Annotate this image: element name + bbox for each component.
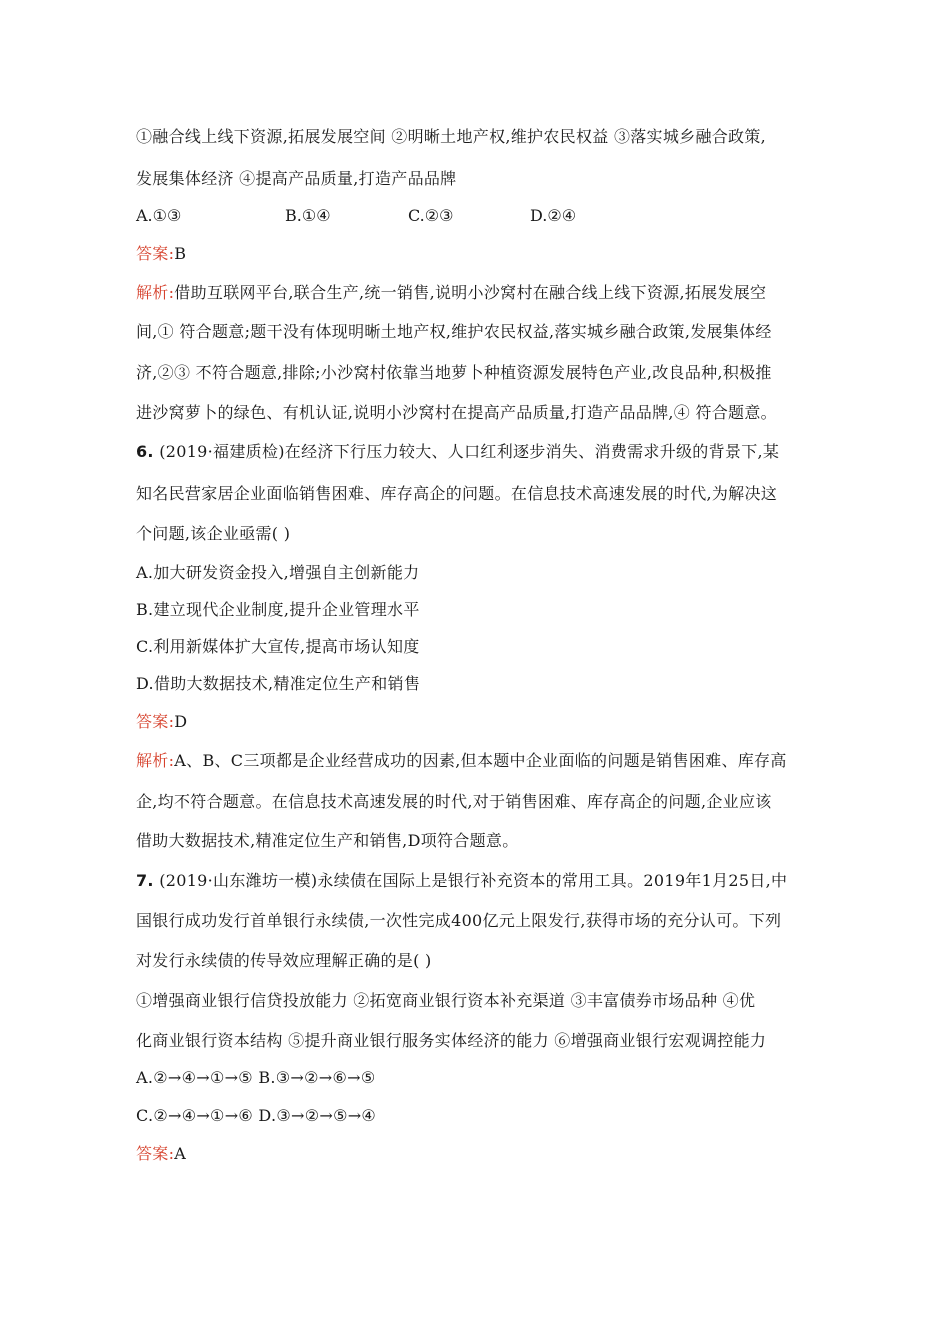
q5-analysis-line-4: 进沙窝萝卜的绿色、有机认证,说明小沙窝村在提高产品质量,打造产品品牌,④ 符合题意。 [136, 403, 777, 422]
q7-number: 7. [136, 871, 154, 890]
answer-value: D [174, 712, 188, 731]
answer-label: 答案: [136, 1144, 175, 1163]
q7-stem-line-3: 对发行永续债的传导效应理解正确的是( ) [136, 951, 432, 970]
q6-choice-d: D.借助大数据技术,精准定位生产和销售 [136, 674, 421, 693]
q6-stem-line-2: 知名民营家居企业面临销售困难、库存高企的问题。在信息技术高速发展的时代,为解决这 [136, 484, 778, 503]
q5-choice-c: C.②③ [408, 206, 454, 225]
q7-choices-line-2: C.②→④→①→⑥ D.③→②→⑤→④ [136, 1106, 377, 1125]
q6-choice-a: A.加大研发资金投入,增强自主创新能力 [136, 563, 420, 582]
q5-analysis-line-2: 间,① 符合题意;题干没有体现明晰土地产权,维护农民权益,落实城乡融合政策,发展集体经 [136, 322, 772, 341]
q6-stem-text: (2019·福建质检)在经济下行压力较大、人口红利逐步消失、消费需求升级的背景下,某 [153, 442, 780, 461]
q6-stem-line-3: 个问题,该企业亟需( ) [136, 524, 291, 543]
q7-answer [136, 1143, 186, 1165]
q7-options-line-1: ①增强商业银行信贷投放能力 ②拓宽商业银行资本补充渠道 ③丰富债券市场品种 ④优 [136, 991, 756, 1010]
q6-choice-b: B.建立现代企业制度,提升企业管理水平 [136, 600, 420, 619]
analysis-text: A、B、C三项都是企业经营成功的因素,但本题中企业面临的问题是销售困难、库存高 [174, 751, 787, 770]
answer-value: B [174, 244, 187, 263]
q5-options-line-2: 发展集体经济 ④提高产品质量,打造产品品牌 [136, 169, 457, 188]
analysis-text: 借助互联网平台,联合生产,统一销售,说明小沙窝村在融合线上线下资源,拓展发展空 [174, 283, 767, 302]
q6-choice-c: C.利用新媒体扩大宣传,提高市场认知度 [136, 637, 420, 656]
q5-choice-d: D.②④ [530, 206, 577, 225]
answer-label: 答案: [136, 244, 175, 263]
q7-stem-text: (2019·山东潍坊一模)永续债在国际上是银行补充资本的常用工具。2019年1月25日,中 [153, 871, 788, 890]
q5-choice-b: B.①④ [285, 206, 331, 225]
answer-value: A [174, 1144, 187, 1163]
analysis-label: 解析: [136, 751, 175, 770]
q5-analysis-line-1 [136, 282, 766, 304]
q6-answer [136, 711, 187, 733]
analysis-label: 解析: [136, 283, 175, 302]
q7-options-line-2: 化商业银行资本结构 ⑤提升商业银行服务实体经济的能力 ⑥增强商业银行宏观调控能力 [136, 1031, 767, 1050]
q6-analysis-line-2: 企,均不符合题意。在信息技术高速发展的时代,对于销售困难、库存高企的问题,企业应该 [136, 792, 772, 811]
q7-choices-line-1: A.②→④→①→⑤ B.③→②→⑥→⑤ [136, 1068, 376, 1087]
q6-analysis-line-1 [136, 750, 787, 772]
q5-options-line-1: ①融合线上线下资源,拓展发展空间 ②明晰土地产权,维护农民权益 ③落实城乡融合政策, [136, 127, 767, 146]
q5-analysis-line-3: 济,②③ 不符合题意,排除;小沙窝村依靠当地萝卜种植资源发展特色产业,改良品种,积极推 [136, 363, 772, 382]
q5-answer [136, 243, 186, 265]
q7-stem-line-2: 国银行成功发行首单银行永续债,一次性完成400亿元上限发行,获得市场的充分认可。下列 [136, 911, 782, 930]
q7-stem-line-1 [136, 870, 787, 892]
q6-stem-line-1 [136, 441, 779, 463]
answer-label: 答案: [136, 712, 175, 731]
q6-number: 6. [136, 442, 154, 461]
q5-choice-a: A.①③ [136, 206, 182, 225]
q6-analysis-line-3: 借助大数据技术,精准定位生产和销售,D项符合题意。 [136, 831, 519, 850]
